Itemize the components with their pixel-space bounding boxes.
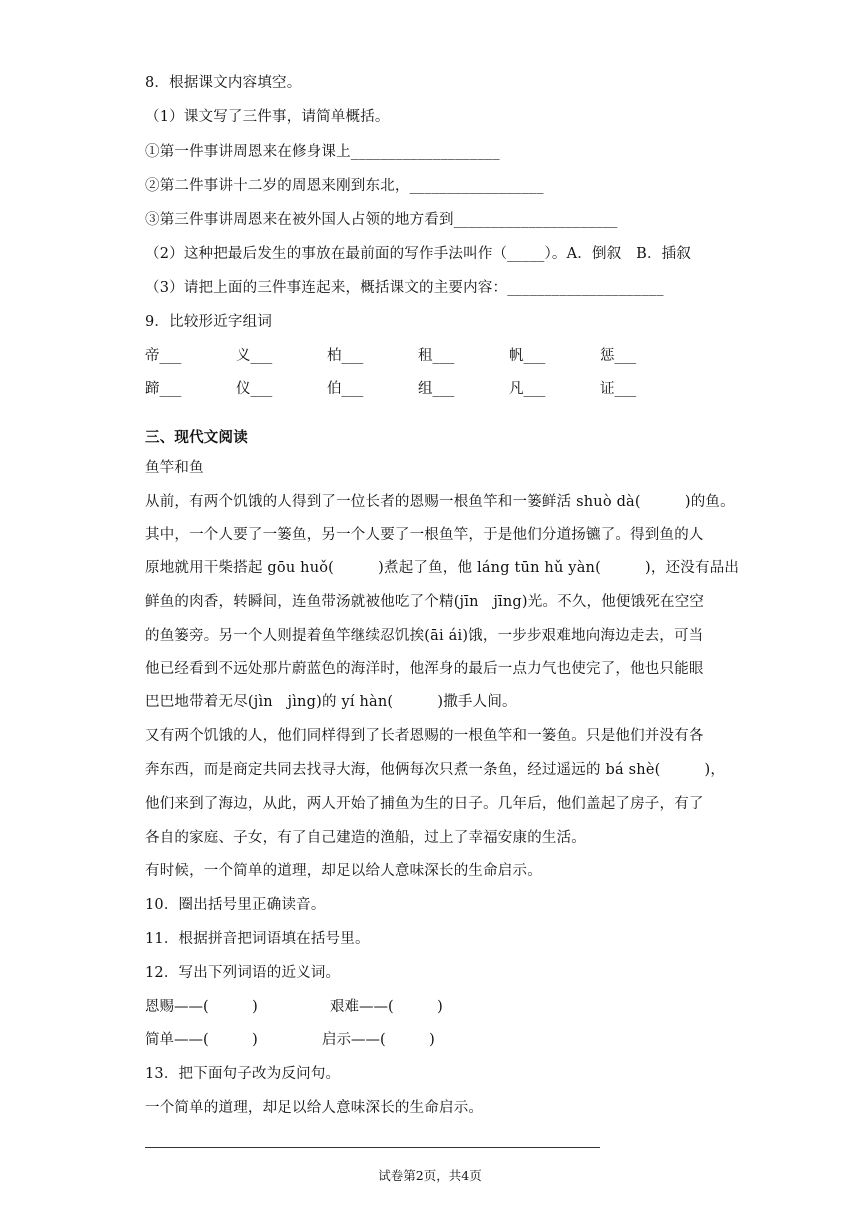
q8-item2: ②第二件事讲十二岁的周恩来刚到东北，__________________ bbox=[145, 178, 544, 194]
word-item: 帆___ bbox=[509, 348, 546, 364]
q9-title: 9．比较形近字组词 bbox=[145, 314, 273, 330]
q8-item3: ③第三件事讲周恩来在被外国人占领的地方看到______________________ bbox=[145, 212, 618, 228]
word-item: 帝___ bbox=[145, 348, 182, 364]
passage-line: 又有两个饥饿的人，他们同样得到了长者恩赐的一根鱼竿和一篓鱼。只是他们并没有各 bbox=[145, 728, 704, 744]
passage-line: 巴巴地带着无尽(jìn jìng)的 yí hàn( )撒手人间。 bbox=[145, 694, 517, 710]
passage-line: 鲜鱼的肉香，转瞬间，连鱼带汤就被他吃了个精(jīn jīng)光。不久，他便饿死在空空 bbox=[145, 594, 705, 610]
word-item: 惩___ bbox=[600, 348, 637, 364]
passage-line: 其中，一个人要了一篓鱼，另一个人要了一根鱼竿，于是他们分道扬镳了。得到鱼的人 bbox=[145, 527, 704, 543]
answer-line[interactable] bbox=[145, 1147, 600, 1148]
word-item: 仪___ bbox=[236, 381, 273, 397]
word-item: 租___ bbox=[418, 348, 455, 364]
passage-line: 从前，有两个饥饿的人得到了一位长者的恩赐一根鱼竿和一篓鲜活 shuò dà( )的鱼。 bbox=[145, 494, 735, 510]
passage-line: 他们来到了海边，从此，两人开始了捕鱼为生的日子。几年后，他们盖起了房子，有了 bbox=[145, 796, 704, 812]
passage-line: 有时候，一个简单的道理，却足以给人意味深长的生命启示。 bbox=[145, 863, 542, 879]
q10-title: 10．圈出括号里正确读音。 bbox=[145, 897, 326, 913]
page-footer: 试卷第2页，共4页 bbox=[378, 1168, 482, 1183]
q8-part3: （3）请把上面的三件事连起来，概括课文的主要内容：_____________________ bbox=[145, 280, 664, 296]
section-heading: 三、现代文阅读 bbox=[145, 429, 248, 446]
passage-line: 原地就用干柴搭起 gōu huǒ( )煮起了鱼，他 láng tūn hǔ yàn( )，还没有品出 bbox=[145, 560, 740, 576]
passage-line: 他已经看到不远处那片蔚蓝色的海洋时，他浑身的最后一点力气也使完了，他也只能眼 bbox=[145, 661, 704, 677]
word-item: 凡___ bbox=[509, 381, 546, 397]
word-item: 柏___ bbox=[327, 348, 364, 364]
synonym-item: 艰难——( ) bbox=[330, 999, 443, 1015]
q8-item1: ①第一件事讲周恩来在修身课上____________________ bbox=[145, 144, 500, 160]
q8-title: 8．根据课文内容填空。 bbox=[145, 75, 302, 91]
passage-title: 鱼竿和鱼 bbox=[145, 460, 204, 476]
q8-part1: （1）课文写了三件事，请简单概括。 bbox=[145, 109, 390, 125]
q12-title: 12．写出下列词语的近义词。 bbox=[145, 965, 341, 981]
passage-line: 各自的家庭、子女，有了自己建造的渔船，过上了幸福安康的生活。 bbox=[145, 830, 586, 846]
synonym-item: 恩赐——( ) bbox=[145, 999, 258, 1015]
synonym-item: 启示——( ) bbox=[322, 1032, 435, 1048]
word-item: 证___ bbox=[600, 381, 637, 397]
q13-title: 13．把下面句子改为反问句。 bbox=[145, 1066, 341, 1082]
q8-part2: （2）这种把最后发生的事放在最前面的写作手法叫作（_____）。A．倒叙 B．插叙 bbox=[145, 246, 692, 262]
passage-line: 奔东西，而是商定共同去找寻大海，他俩每次只煮一条鱼，经过遥远的 bá shè( )， bbox=[145, 762, 726, 778]
synonym-item: 简单——( ) bbox=[145, 1032, 258, 1048]
q13-sentence: 一个简单的道理，却足以给人意味深长的生命启示。 bbox=[145, 1100, 484, 1116]
word-item: 蹄___ bbox=[145, 381, 182, 397]
q11-title: 11．根据拼音把词语填在括号里。 bbox=[145, 931, 370, 947]
word-item: 义___ bbox=[236, 348, 273, 364]
passage-line: 的鱼篓旁。另一个人则提着鱼竿继续忍饥挨(āi ái)饿，一步步艰难地向海边走去，可当 bbox=[145, 628, 704, 644]
word-item: 伯___ bbox=[327, 381, 364, 397]
word-item: 组___ bbox=[418, 381, 455, 397]
